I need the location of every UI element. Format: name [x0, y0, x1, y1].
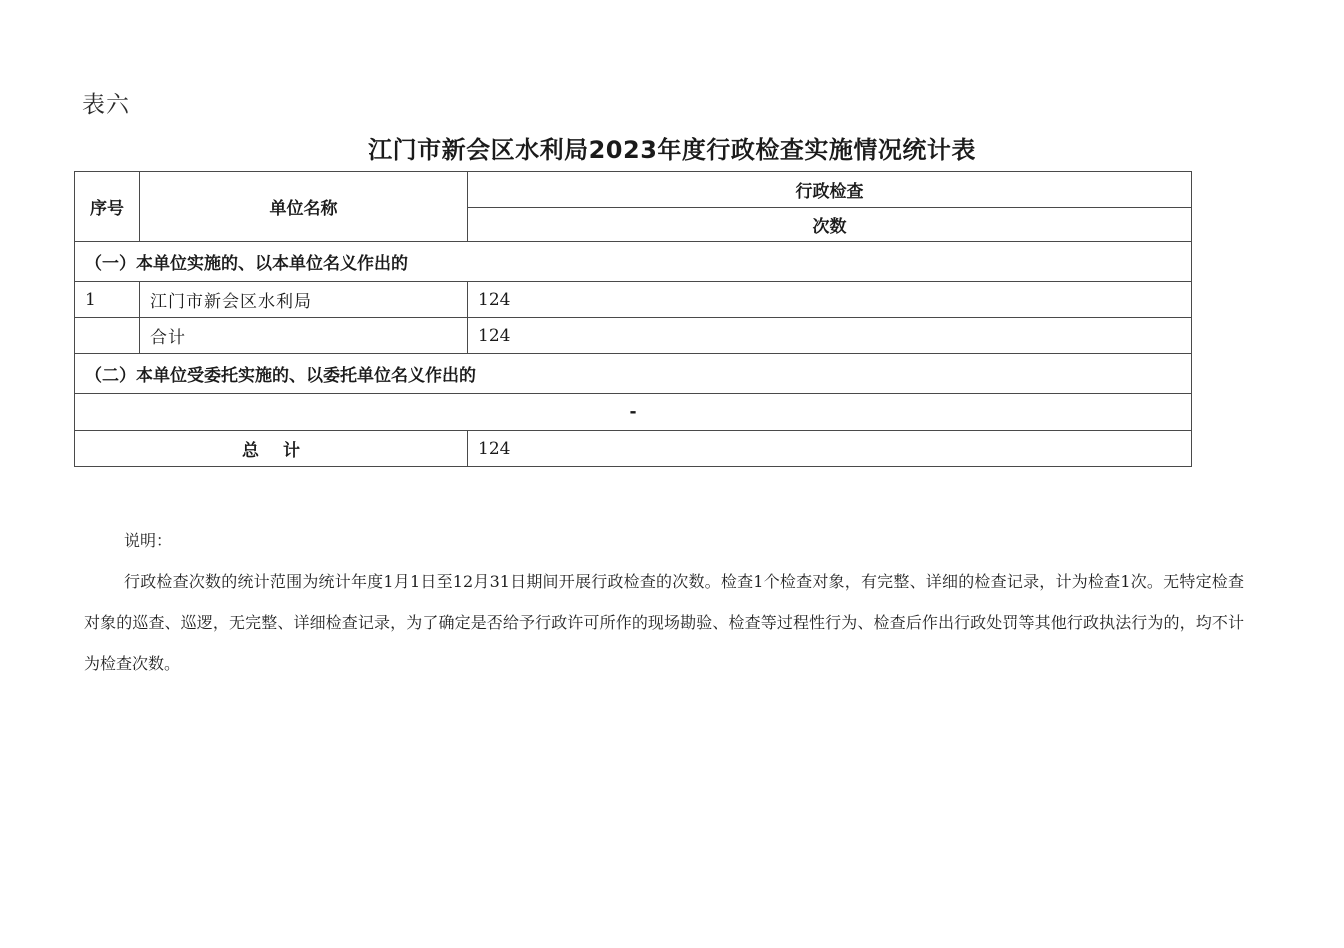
- grand-total-row: [75, 431, 1192, 467]
- grand-total-label: 总 计: [75, 431, 468, 467]
- subtotal-count: 124: [468, 318, 1192, 354]
- subtotal-label: 合计: [140, 318, 468, 354]
- table-label: 表六: [82, 92, 130, 118]
- table-row: [75, 282, 1192, 318]
- grand-total-count: 124: [468, 431, 1192, 467]
- header-seq: 序号: [75, 172, 140, 242]
- header-row-top: [75, 172, 1192, 208]
- row-unit-name: 江门市新会区水利局: [140, 282, 468, 318]
- row-count: 124: [468, 282, 1192, 318]
- header-inspection: 行政检查: [468, 172, 1192, 208]
- section-2-title: （二）本单位受委托实施的、以委托单位名义作出的: [75, 354, 1192, 394]
- section-2-empty-value: -: [75, 394, 1192, 431]
- subtotal-row: [75, 318, 1192, 354]
- row-seq: 1: [75, 282, 140, 318]
- section-1-title: （一）本单位实施的、以本单位名义作出的: [75, 242, 1192, 282]
- header-count: 次数: [468, 208, 1192, 242]
- notes-label: 说明：: [124, 531, 173, 550]
- section-1-row: [75, 242, 1192, 282]
- statistics-table: [74, 171, 1192, 467]
- header-unit-name: 单位名称: [140, 172, 468, 242]
- section-2-empty-row: [75, 394, 1192, 431]
- section-2-row: [75, 354, 1192, 394]
- subtotal-seq: [75, 318, 140, 354]
- document-title: 江门市新会区水利局2023年度行政检查实施情况统计表: [368, 136, 976, 164]
- notes-body: 行政检查次数的统计范围为统计年度1月1日至12月31日期间开展行政检查的次数。检查1个检查对象，有完整、详细的检查记录，计为检查1次。无特定检查对象的巡查、巡逻，无完整、详细检查记录，为了确定是否给予行政许可所作的现场勘验、检查等过程性行为、检查后作出行政处罚等其他行政执法行为的，均不计为检查次数。: [84, 572, 1244, 673]
- notes-section: [84, 520, 1244, 684]
